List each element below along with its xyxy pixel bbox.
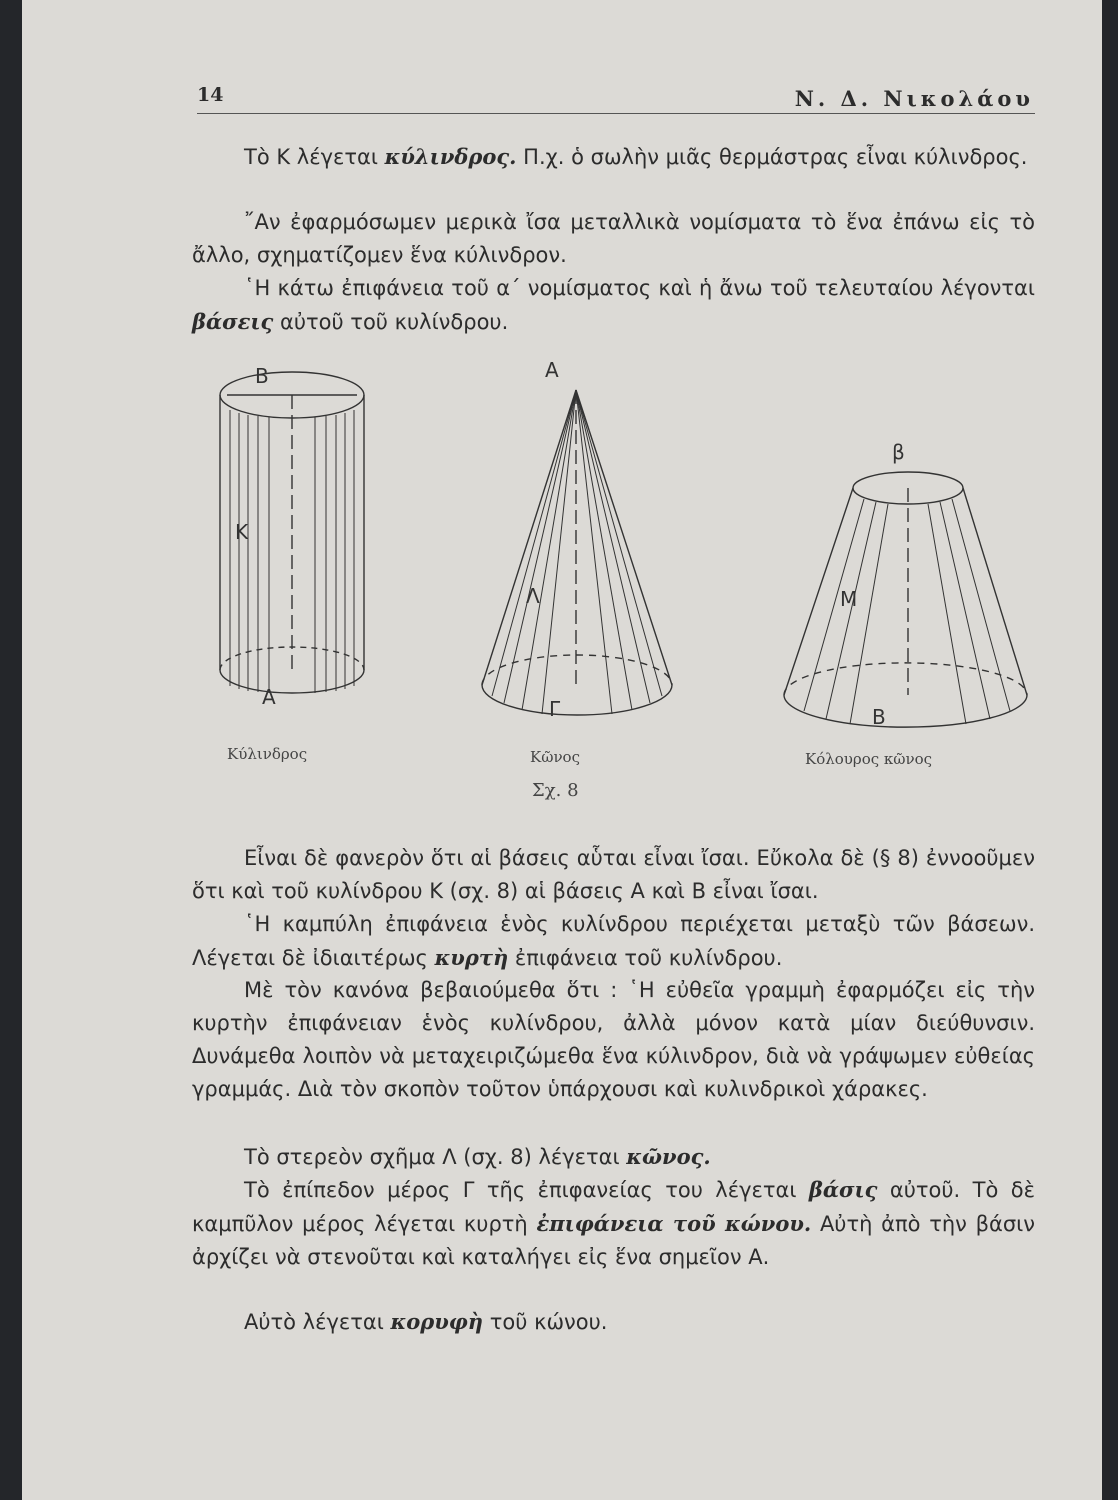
figure-8 [192,350,1035,770]
emphasized-term: κυρτὴ [434,945,509,970]
emphasized-term: κῶνος. [626,1144,711,1169]
caption-cone: Κῶνος [530,748,580,766]
label-cone-apex: Α [545,358,559,382]
text-segment: Αὐτὴ ἀπὸ τὴν βάσιν ἀρχίζει νὰ στενοῦται καὶ καταλήγει εἰς ἕνα σημεῖον Α. [192,1212,1035,1269]
label-frustum-top: β [892,440,905,464]
label-frustum-bottom: Β [872,705,886,729]
text-segment: Αὐτὸ λέγεται [244,1310,391,1334]
emphasized-term: ἐπιφάνεια τοῦ κώνου. [536,1211,812,1236]
page-number: 14 [197,84,224,106]
label-cone-body: Λ [526,584,540,608]
text-segment: Τὸ Κ λέγεται [244,145,385,169]
header-rule [197,113,1035,114]
paragraph-curved-surface [192,908,1035,975]
paragraph-bases [192,272,1035,339]
emphasized-term: κύλινδρος. [384,144,517,169]
paragraph-cylinder-definition [192,140,1035,174]
text-segment: Π.χ. ὁ σωλὴν μιᾶς θερμάστρας εἶναι κύλινδρος. [516,145,1028,169]
text-segment: Τὸ ἐπίπεδον μέρος Γ τῆς ἐπιφανείας του λέγεται [244,1178,809,1202]
paragraph-cone-definition [192,1140,1035,1174]
text-segment: Μὲ τὸν κανόνα βεβαιούμεθα ὅτι : ῾Η εὐθεῖα γραμμὴ ἐφαρμόζει εἰς τὴν κυρτὴν ἐπιφάνειαν ἑνὸς κυλίνδρου, ἀλλὰ μόνον κατὰ μίαν διεύθυνσιν. Δυνάμεθα λοιπὸν νὰ μεταχειριζώμεθα ἕνα κύλινδρον, διὰ νὰ γράψωμεν εὐθείας γραμμάς. Διὰ τὸν σκοπὸν τοῦτον ὑπάρχουσι καὶ κυλινδρικοὶ χάρακες. [192,978,1035,1101]
label-cylinder-bottom: Α [262,685,276,709]
paragraph-coins [192,206,1035,272]
text-segment: Τὸ στερεὸν σχῆμα Λ (σχ. 8) λέγεται [244,1145,627,1169]
emphasized-term: βάσις [808,1177,878,1202]
text-segment: ῎Αν ἐφαρμόσωμεν μερικὰ ἴσα μεταλλικὰ νομίσματα τὸ ἕνα ἐπάνω εἰς τὸ ἄλλο, σχηματίζομεν ἕνα κύλινδρον. [192,210,1035,267]
frustum-drawing [784,472,1027,727]
text-segment: αὐτοῦ. Τὸ δὲ καμπῦλον μέρος λέγεται κυρτὴ [192,1178,1035,1236]
paragraph-ruler [192,974,1035,1106]
cone-drawing [482,390,672,715]
text-segment: αὐτοῦ τοῦ κυλίνδρου. [273,310,509,334]
label-cylinder-body: Κ [235,520,249,544]
paragraph-apex [192,1305,1035,1339]
figure-number: Σχ. 8 [532,780,579,801]
text-segment: ῾Η καμπύλη ἐπιφάνεια ἑνὸς κυλίνδρου περιέχεται μεταξὺ τῶν βάσεων. Λέγεται δὲ ἰδιαιτέρως [192,912,1035,970]
emphasized-term: βάσεις [192,309,274,334]
page [22,0,1102,1500]
caption-frustum: Κόλουρος κῶνος [805,750,933,768]
emphasized-term: κορυφὴ [390,1309,484,1334]
text-segment: ῾Η κάτω ἐπιφάνεια τοῦ α΄ νομίσματος καὶ ἡ ἄνω τοῦ τελευταίου λέγονται [244,276,1035,300]
text-segment: Εἶναι δὲ φανερὸν ὅτι αἱ βάσεις αὗται εἶναι ἴσαι. Εὔκολα δὲ (§ 8) ἐννοοῦμεν ὅτι καὶ τοῦ κυλίνδρου Κ (σχ. 8) αἱ βάσεις Α καὶ Β εἶναι ἴσαι. [192,846,1035,903]
paragraph-equal-bases [192,842,1035,908]
label-cone-base: Γ [549,697,561,721]
running-head: Ν. Δ. Νικολάου [794,86,1034,111]
caption-cylinder: Κύλινδρος [227,745,308,763]
paragraph-cone-base [192,1173,1035,1274]
text-segment: ἐπιφάνεια τοῦ κυλίνδρου. [508,946,783,970]
label-cylinder-top: Β [255,364,269,388]
label-frustum-body: Μ [840,587,858,611]
text-segment: τοῦ κώνου. [483,1310,608,1334]
